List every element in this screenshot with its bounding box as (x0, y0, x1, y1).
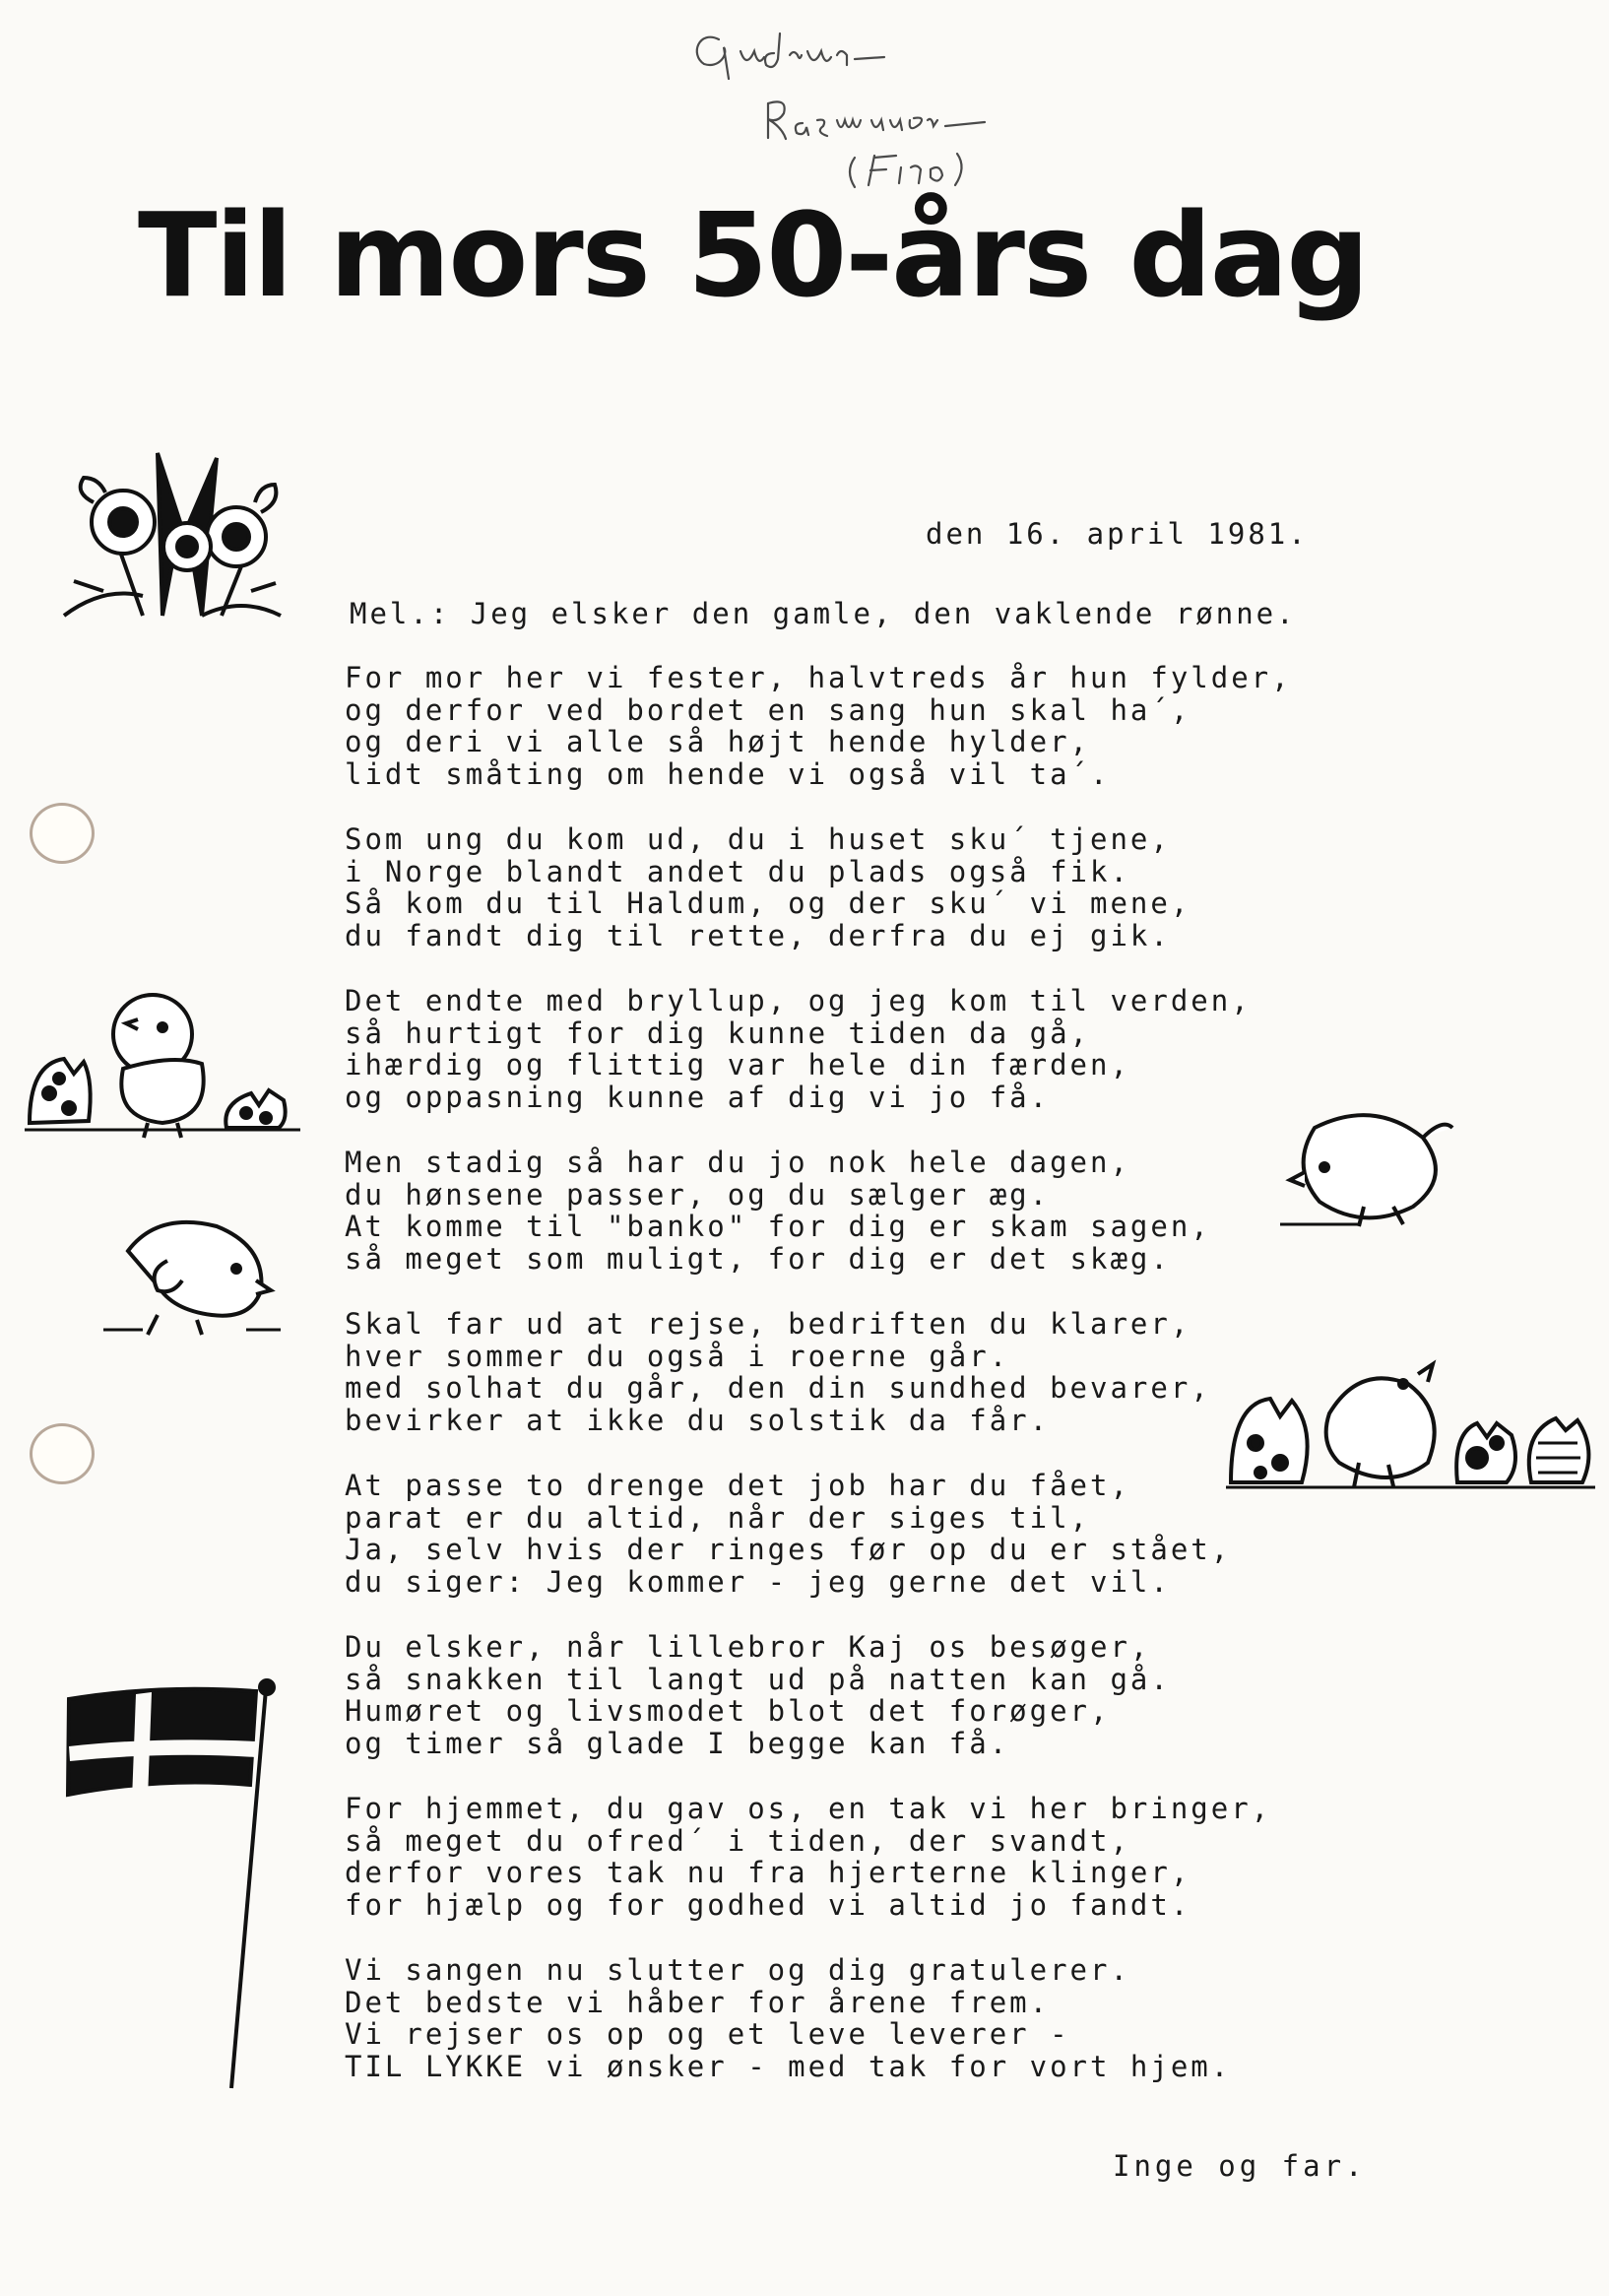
poem-line: Humøret og livsmodet blot det forøger, (345, 1694, 1111, 1728)
poem-line: med solhat du går, den din sundhed bevarer, (345, 1371, 1211, 1405)
poem-line: ihærdig og flittig var hele din færden, (345, 1048, 1130, 1082)
poem-line: Du elsker, når lillebror Kaj os besøger, (345, 1630, 1151, 1664)
poem-line: Det endte med bryllup, og jeg kom til verden, (345, 984, 1252, 1017)
signature: Inge og far. (1113, 2149, 1367, 2183)
danish-flag-icon (59, 1670, 286, 2093)
poem-line: Ja, selv hvis der ringes før op du er stået, (345, 1533, 1232, 1566)
poem-line: For mor her vi fester, halvtreds år hun fylder, (345, 661, 1292, 694)
stanza (345, 662, 1329, 790)
poem-line: og derfor ved bordet en sang hun skal ha´, (345, 692, 1191, 727)
poem-line: og timer så glade I begge kan få. (345, 1726, 1010, 1760)
poem-line: så snakken til langt ud på natten kan gå. (345, 1662, 1171, 1696)
poem (345, 662, 1329, 2116)
poem-line: Så kom du til Haldum, og der sku´ vi mene, (345, 886, 1191, 920)
stanza (345, 1793, 1329, 1921)
page-title: Til mors 50-års dag (138, 187, 1368, 323)
melody-line: Mel.: Jeg elsker den gamle, den vaklende rønne. (350, 597, 1297, 630)
poem-line: parat er du altid, når der siges til, (345, 1500, 1091, 1535)
poem-line: og deri vi alle så højt hende hylder, (345, 725, 1091, 758)
stanza (345, 1308, 1329, 1436)
chick-hatching-eggs-icon (1221, 1335, 1600, 1502)
poem-line: Det bedste vi håber for årene frem. (345, 1985, 1051, 2019)
poem-line: Vi rejser os op og et leve leverer - (345, 2017, 1070, 2051)
poem-line: i Norge blandt andet du plads også fik. (345, 854, 1130, 888)
poem-line: Vi sangen nu slutter og dig gratulerer. (345, 1953, 1130, 1987)
stanza (345, 1954, 1329, 2082)
stanza (345, 1470, 1329, 1598)
poem-line: Som ung du kom ud, du i huset sku´ tjene, (345, 822, 1171, 856)
poem-line: du hønsene passer, og du sælger æg. (345, 1177, 1051, 1212)
handwritten-note (679, 10, 1191, 197)
stanza (345, 1631, 1329, 1759)
chick-icon (1275, 1098, 1472, 1236)
poem-line: du fandt dig til rette, derfra du ej gik. (345, 918, 1171, 952)
poem-line: TIL LYKKE vi ønsker - med tak for vort hjem. (345, 2049, 1232, 2083)
stanza (345, 1147, 1329, 1275)
poem-line: At passe to drenge det job har du fået, (345, 1469, 1130, 1502)
date-line: den 16. april 1981. (926, 517, 1309, 551)
daffodils-icon (54, 433, 290, 621)
poem-line: så hurtigt for dig kunne tiden da gå, (345, 1016, 1091, 1050)
punch-hole (30, 803, 95, 864)
poem-line: og oppasning kunne af dig vi jo få. (345, 1080, 1051, 1114)
poem-line: bevirker at ikke du solstik da får. (345, 1403, 1051, 1437)
poem-line: så meget som muligt, for dig er det skæg. (345, 1241, 1171, 1276)
punch-hole (30, 1423, 95, 1484)
poem-line: Skal far ud at rejse, bedriften du klarer, (345, 1307, 1191, 1341)
poem-line: lidt småting om hende vi også vil ta´. (345, 756, 1111, 791)
poem-line: du siger: Jeg kommer - jeg gerne det vil. (345, 1564, 1171, 1599)
poem-line: Men stadig så har du jo nok hele dagen, (345, 1146, 1130, 1179)
poem-line: for hjælp og for godhed vi altid jo fandt. (345, 1887, 1191, 1922)
chick-pecking-icon (98, 1192, 286, 1340)
stanza (345, 823, 1329, 951)
poem-line: For hjemmet, du gav os, en tak vi her bringer, (345, 1792, 1272, 1825)
poem-line: derfor vores tak nu fra hjerterne klinger, (345, 1856, 1191, 1889)
chick-with-eggs-icon (20, 980, 305, 1143)
poem-line: At komme til "banko" for dig er skam sagen, (345, 1210, 1211, 1243)
poem-line: hver sommer du også i roerne går. (345, 1339, 1010, 1373)
stanza (345, 985, 1329, 1113)
poem-line: så meget du ofred´ i tiden, der svandt, (345, 1823, 1130, 1858)
